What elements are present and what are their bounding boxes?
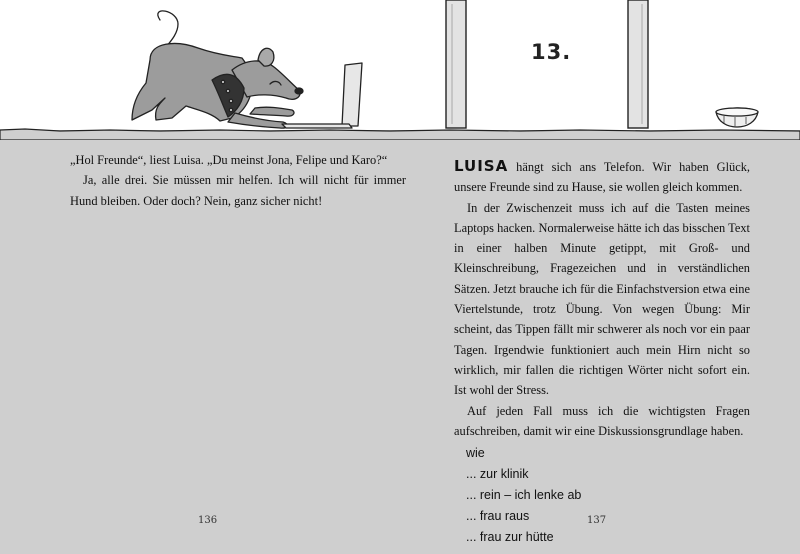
door-frame-right (628, 0, 648, 128)
chapter-illustration (0, 0, 800, 140)
left-paragraph-2: Ja, alle drei. Sie müssen mir helfen. Ich will nicht für immer Hund bleiben. Oder doch? Nein, ganz sicher nicht! (70, 173, 406, 208)
note-line: ... rein – ich lenke ab (466, 488, 582, 503)
note-line: ... zur klinik (466, 467, 529, 482)
right-paragraph-3: Auf jeden Fall muss ich die wichtigsten Fragen aufschreiben, damit wir eine Diskussionsgrundlage haben. (454, 403, 750, 438)
left-paragraph-1: „Hol Freunde“, liest Luisa. „Du meinst Jona, Felipe und Karo?“ (70, 153, 388, 167)
chapter-number: 13. (531, 40, 572, 64)
right-page-text (454, 156, 750, 548)
right-paragraph-1 (454, 156, 750, 198)
note-line: wie (466, 446, 485, 461)
lead-name: LUISA (454, 157, 509, 175)
right-paragraph-2: In der Zwischenzeit muss ich auf die Tasten meines Laptops hacken. Normalerweise hätte ich das bisschen Text in einer halben Minute getippt, mit Groß- und Kleinschreibung, Fragezeichen und in verständlichen Sätzen. Jetzt brauche ich für die Einfachstversion etwa eine Viertelstunde, trotz Übung. Von wegen Übung: Mir scheint, das Tippen fällt mir schwerer als noch vor ein paar Tagen. Irgendwie funktioniert auch mein Hirn nicht so wirklich, mir fallen die richtigen Wörter nicht sofort ein. Ist wohl der Stress. (454, 200, 750, 398)
right-paragraph-1-text: hängt sich ans Telefon. Wir haben Glück, unsere Freunde sind zu Hause, sie wollen gleich kommen. (454, 160, 750, 195)
floor-line (0, 129, 800, 140)
left-page-text (70, 150, 406, 211)
left-page-number: 136 (198, 515, 218, 526)
note-line: ... frau zur hütte (466, 530, 554, 545)
door-frame-left (446, 0, 466, 128)
right-page-number: 137 (587, 515, 607, 526)
typed-notes (454, 443, 750, 548)
note-line: ... frau raus (466, 509, 530, 524)
